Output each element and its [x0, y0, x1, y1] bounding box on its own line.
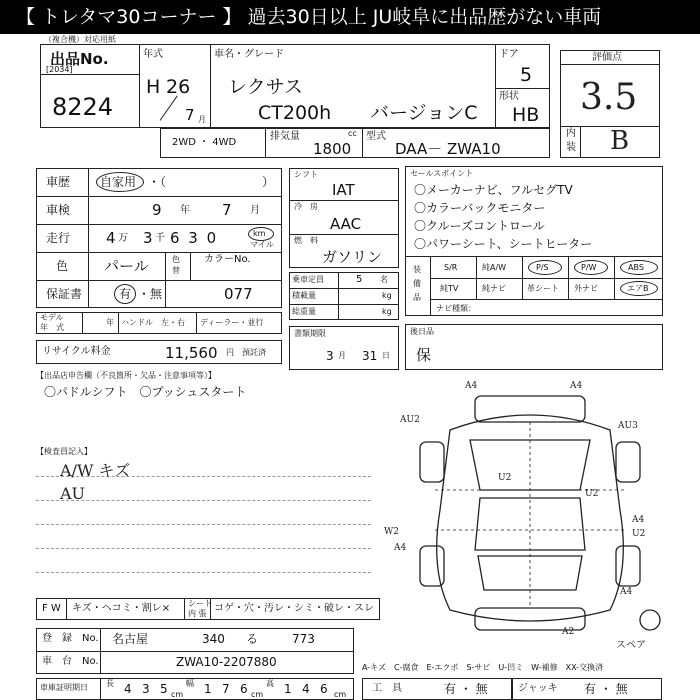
- mileage-1k: 3: [143, 229, 153, 247]
- recycle-label: リサイクル料金: [42, 346, 111, 357]
- drive: 2WD ・ 4WD: [172, 137, 237, 148]
- equip-ps: P/S: [536, 263, 549, 272]
- jack-label: ジャッキ: [518, 683, 558, 694]
- docs-month-unit: 月: [338, 351, 346, 360]
- mark-5: U2: [498, 473, 512, 483]
- mark-10: A4: [394, 543, 407, 553]
- listing-items: 〇パドルシフト 〇プッシュスタート: [44, 385, 247, 399]
- displacement-label: 排気量: [270, 131, 300, 142]
- model-year-label-1: モデル: [40, 313, 64, 322]
- cert-d2: 3: [142, 682, 150, 696]
- equip-abs: ABS: [628, 263, 644, 272]
- equip-airbag: エアB: [627, 284, 649, 293]
- interior-label-2: 装: [566, 142, 576, 153]
- month-unit: 月: [198, 115, 206, 124]
- seat-items: コゲ・穴・汚レ・シミ・破レ・スレ: [214, 603, 374, 614]
- mark-4: AU3: [618, 421, 638, 431]
- chassis-label: 車 台 No.: [42, 656, 99, 667]
- reg-label: 登 録 No.: [42, 633, 99, 644]
- score: 3.5: [580, 77, 638, 118]
- after-label: 後日品: [410, 327, 434, 336]
- equip-pw: P/W: [581, 263, 597, 272]
- inspector-label: 【検査員記入】: [36, 447, 92, 456]
- wheel-front-right: [616, 442, 640, 482]
- cert-d10: 4: [302, 682, 310, 696]
- point-2: 〇カラーバックモニター: [414, 201, 546, 215]
- floor-label: F W: [42, 603, 61, 614]
- cert-d4: 幅: [186, 679, 194, 688]
- score-label: 評価点: [592, 52, 622, 63]
- grade: バージョンC: [370, 102, 478, 124]
- recycle: 11,560: [165, 344, 218, 362]
- mark-8: U2: [632, 529, 646, 539]
- shape-label: 形状: [499, 91, 519, 102]
- weight-label: 総重量: [292, 307, 316, 316]
- mileage-10k-unit: 万: [118, 233, 128, 244]
- history-close: ）: [262, 175, 275, 189]
- chassis: ZWA10-2207880: [176, 655, 277, 669]
- inspection-label: 車検: [46, 203, 71, 217]
- shape: HB: [512, 104, 540, 126]
- mark-1: A4: [465, 381, 478, 391]
- seat-label-1: シート: [188, 599, 212, 608]
- color-no-label: カラーNo.: [204, 254, 251, 265]
- warranty-no: 無: [150, 287, 163, 301]
- color-change-2: 替: [172, 266, 180, 275]
- point-1: 〇メーカーナビ、フルセグTV: [414, 183, 573, 197]
- model-year-unit: 年: [106, 318, 114, 327]
- cert-u1: cm: [171, 690, 184, 699]
- color-no: 077: [224, 285, 253, 303]
- mark-11: A4: [620, 587, 633, 597]
- recycle-unit: 円: [226, 348, 234, 357]
- mark-7: A4: [632, 515, 645, 525]
- equip-label-2: 備: [413, 279, 421, 288]
- lot-label: 出品No.: [50, 50, 109, 68]
- shift-value: IAT: [332, 181, 355, 199]
- cert-d5: 1: [204, 682, 212, 696]
- mark-3: AU2: [400, 415, 420, 425]
- cert-d11: 6: [320, 682, 328, 696]
- displacement: 1800: [313, 140, 352, 158]
- year-label: 年式: [143, 49, 163, 60]
- equip-label-3: 品: [413, 293, 421, 302]
- inspector-line-1: A/W キズ: [60, 461, 131, 480]
- docs-month: 3: [326, 349, 334, 363]
- model-code: DAA－ ZWA10: [395, 140, 501, 158]
- inspection-month: 7: [222, 201, 232, 219]
- color-change-1: 色: [172, 255, 180, 264]
- shift-label: シフト: [294, 170, 318, 179]
- year: 26: [166, 76, 191, 98]
- equip-tv: 純TV: [440, 284, 459, 293]
- equip-leather: 革シート: [527, 284, 559, 293]
- spare-label: スペア: [616, 640, 646, 648]
- cert-u3: cm: [334, 690, 347, 699]
- interior-label-1: 内: [566, 128, 576, 139]
- point-4: 〇パワーシート、シートヒーター: [414, 237, 593, 251]
- model-year-label-2: 年 式: [40, 323, 64, 332]
- wheel-front-left: [420, 442, 444, 482]
- lot-number: 8224: [52, 93, 114, 121]
- name-label: 車名・グレード: [214, 49, 284, 60]
- era: H: [146, 76, 161, 98]
- mileage-10k: 4: [106, 229, 116, 247]
- tools-label: 工 具: [372, 683, 402, 694]
- cert-u2: cm: [251, 690, 264, 699]
- warranty-dot: ・: [138, 287, 151, 301]
- mileage-unit-alt: マイル: [250, 240, 274, 249]
- ac-value: AAC: [330, 215, 362, 233]
- seat-label-2: 内 張: [188, 609, 207, 618]
- doors: 5: [520, 64, 533, 86]
- cert-d9: 1: [284, 682, 292, 696]
- inspection-year: 9: [152, 201, 162, 219]
- equip-navi: 純ナビ: [482, 284, 506, 293]
- cc-unit: cc: [348, 129, 357, 138]
- month: 7: [185, 106, 195, 124]
- title-banner: 【 トレタマ30コーナー 】 過去30日以上 JU岐阜に出品歴がない車両: [0, 0, 700, 34]
- capacity-value: 5: [356, 274, 363, 285]
- capacity-unit: 名: [380, 275, 388, 284]
- interior-grade: B: [610, 126, 630, 156]
- model: CT200h: [258, 102, 332, 124]
- recycle-note: 預託済: [242, 348, 266, 357]
- equip-label-1: 装: [413, 265, 421, 274]
- cert-d8: 高: [266, 679, 274, 688]
- cert-label: 車庫証明期日: [40, 683, 88, 692]
- inspection-month-unit: 月: [250, 205, 260, 216]
- fuel-value: ガソリン: [322, 248, 383, 266]
- spare-wheel: [640, 610, 660, 630]
- cert-d1: 4: [124, 682, 132, 696]
- reg-kana: る: [246, 632, 259, 646]
- equip-sr: S/R: [444, 263, 458, 272]
- warranty-yes: 有: [119, 287, 132, 301]
- listing-label: 【出品店申告欄（不良箇所・欠品・注意事項等）】: [36, 371, 216, 380]
- mileage-label: 走行: [46, 231, 71, 245]
- floor-items: キズ・ヘコミ・割レ×: [72, 603, 171, 614]
- fuel-label: 燃 料: [294, 236, 318, 245]
- reg-number: 773: [292, 632, 315, 646]
- ac-label: 冷 房: [294, 202, 318, 211]
- docs-day-unit: 日: [382, 351, 390, 360]
- cert-d6: 7: [222, 682, 230, 696]
- equip-alloy: 純A/W: [482, 263, 507, 272]
- make: レクサス: [228, 76, 303, 98]
- navi-type-label: ナビ種類：: [436, 304, 476, 313]
- mark-9: W2: [384, 527, 399, 537]
- mileage-unit: km: [253, 229, 266, 238]
- mark-12: A2: [562, 627, 575, 637]
- mark-2: A4: [570, 381, 583, 391]
- tools-value: 有 ・ 無: [444, 682, 488, 696]
- load-label: 積載量: [292, 291, 316, 300]
- color-label: 色: [56, 259, 69, 273]
- lot-tag: [2034]: [46, 65, 73, 74]
- type-label: 型式: [366, 131, 386, 142]
- cert-d0: 長: [106, 679, 114, 688]
- reg-class: 340: [202, 632, 225, 646]
- points-label: セールスポイント: [410, 169, 474, 178]
- handle: ハンドル 左・右: [121, 318, 185, 327]
- history-dot: ・（: [148, 175, 167, 189]
- mileage-1k-unit: 千: [155, 233, 165, 244]
- docs-day: 31: [362, 349, 378, 363]
- capacity-label: 乗車定員: [292, 275, 324, 284]
- docs-label: 書類期限: [294, 329, 326, 338]
- history-value: 自家用: [100, 175, 137, 189]
- inspector-line-2: AU: [60, 484, 86, 503]
- dealer: ディーラー・並行: [200, 318, 264, 327]
- jack-value: 有 ・ 無: [584, 682, 628, 696]
- after-value: 保: [416, 346, 432, 364]
- color: パール: [104, 257, 149, 275]
- cert-d3: 5: [160, 682, 168, 696]
- damage-legend: A-キズ C-腐食 E-エクボ S-サビ U-凹ミ W-補修 XX-交換済: [362, 663, 604, 672]
- car-diagram: [380, 370, 690, 648]
- inspection-year-unit: 年: [180, 205, 190, 216]
- history-label: 車歴: [46, 175, 71, 189]
- cert-d7: 6: [240, 682, 248, 696]
- door-label: ドア: [499, 49, 519, 60]
- warranty-label: 保証書: [46, 287, 83, 301]
- reg-area: 名古屋: [112, 632, 149, 646]
- mark-6: U2: [585, 489, 599, 499]
- weight-unit: kg: [382, 307, 392, 316]
- point-3: 〇クルーズコントロール: [414, 219, 545, 233]
- dual-note: （複合機）対応用紙: [44, 35, 116, 44]
- load-unit: kg: [382, 291, 392, 300]
- mileage-rest: 6 3 0: [170, 229, 219, 247]
- equip-ext-navi: 外ナビ: [574, 284, 598, 293]
